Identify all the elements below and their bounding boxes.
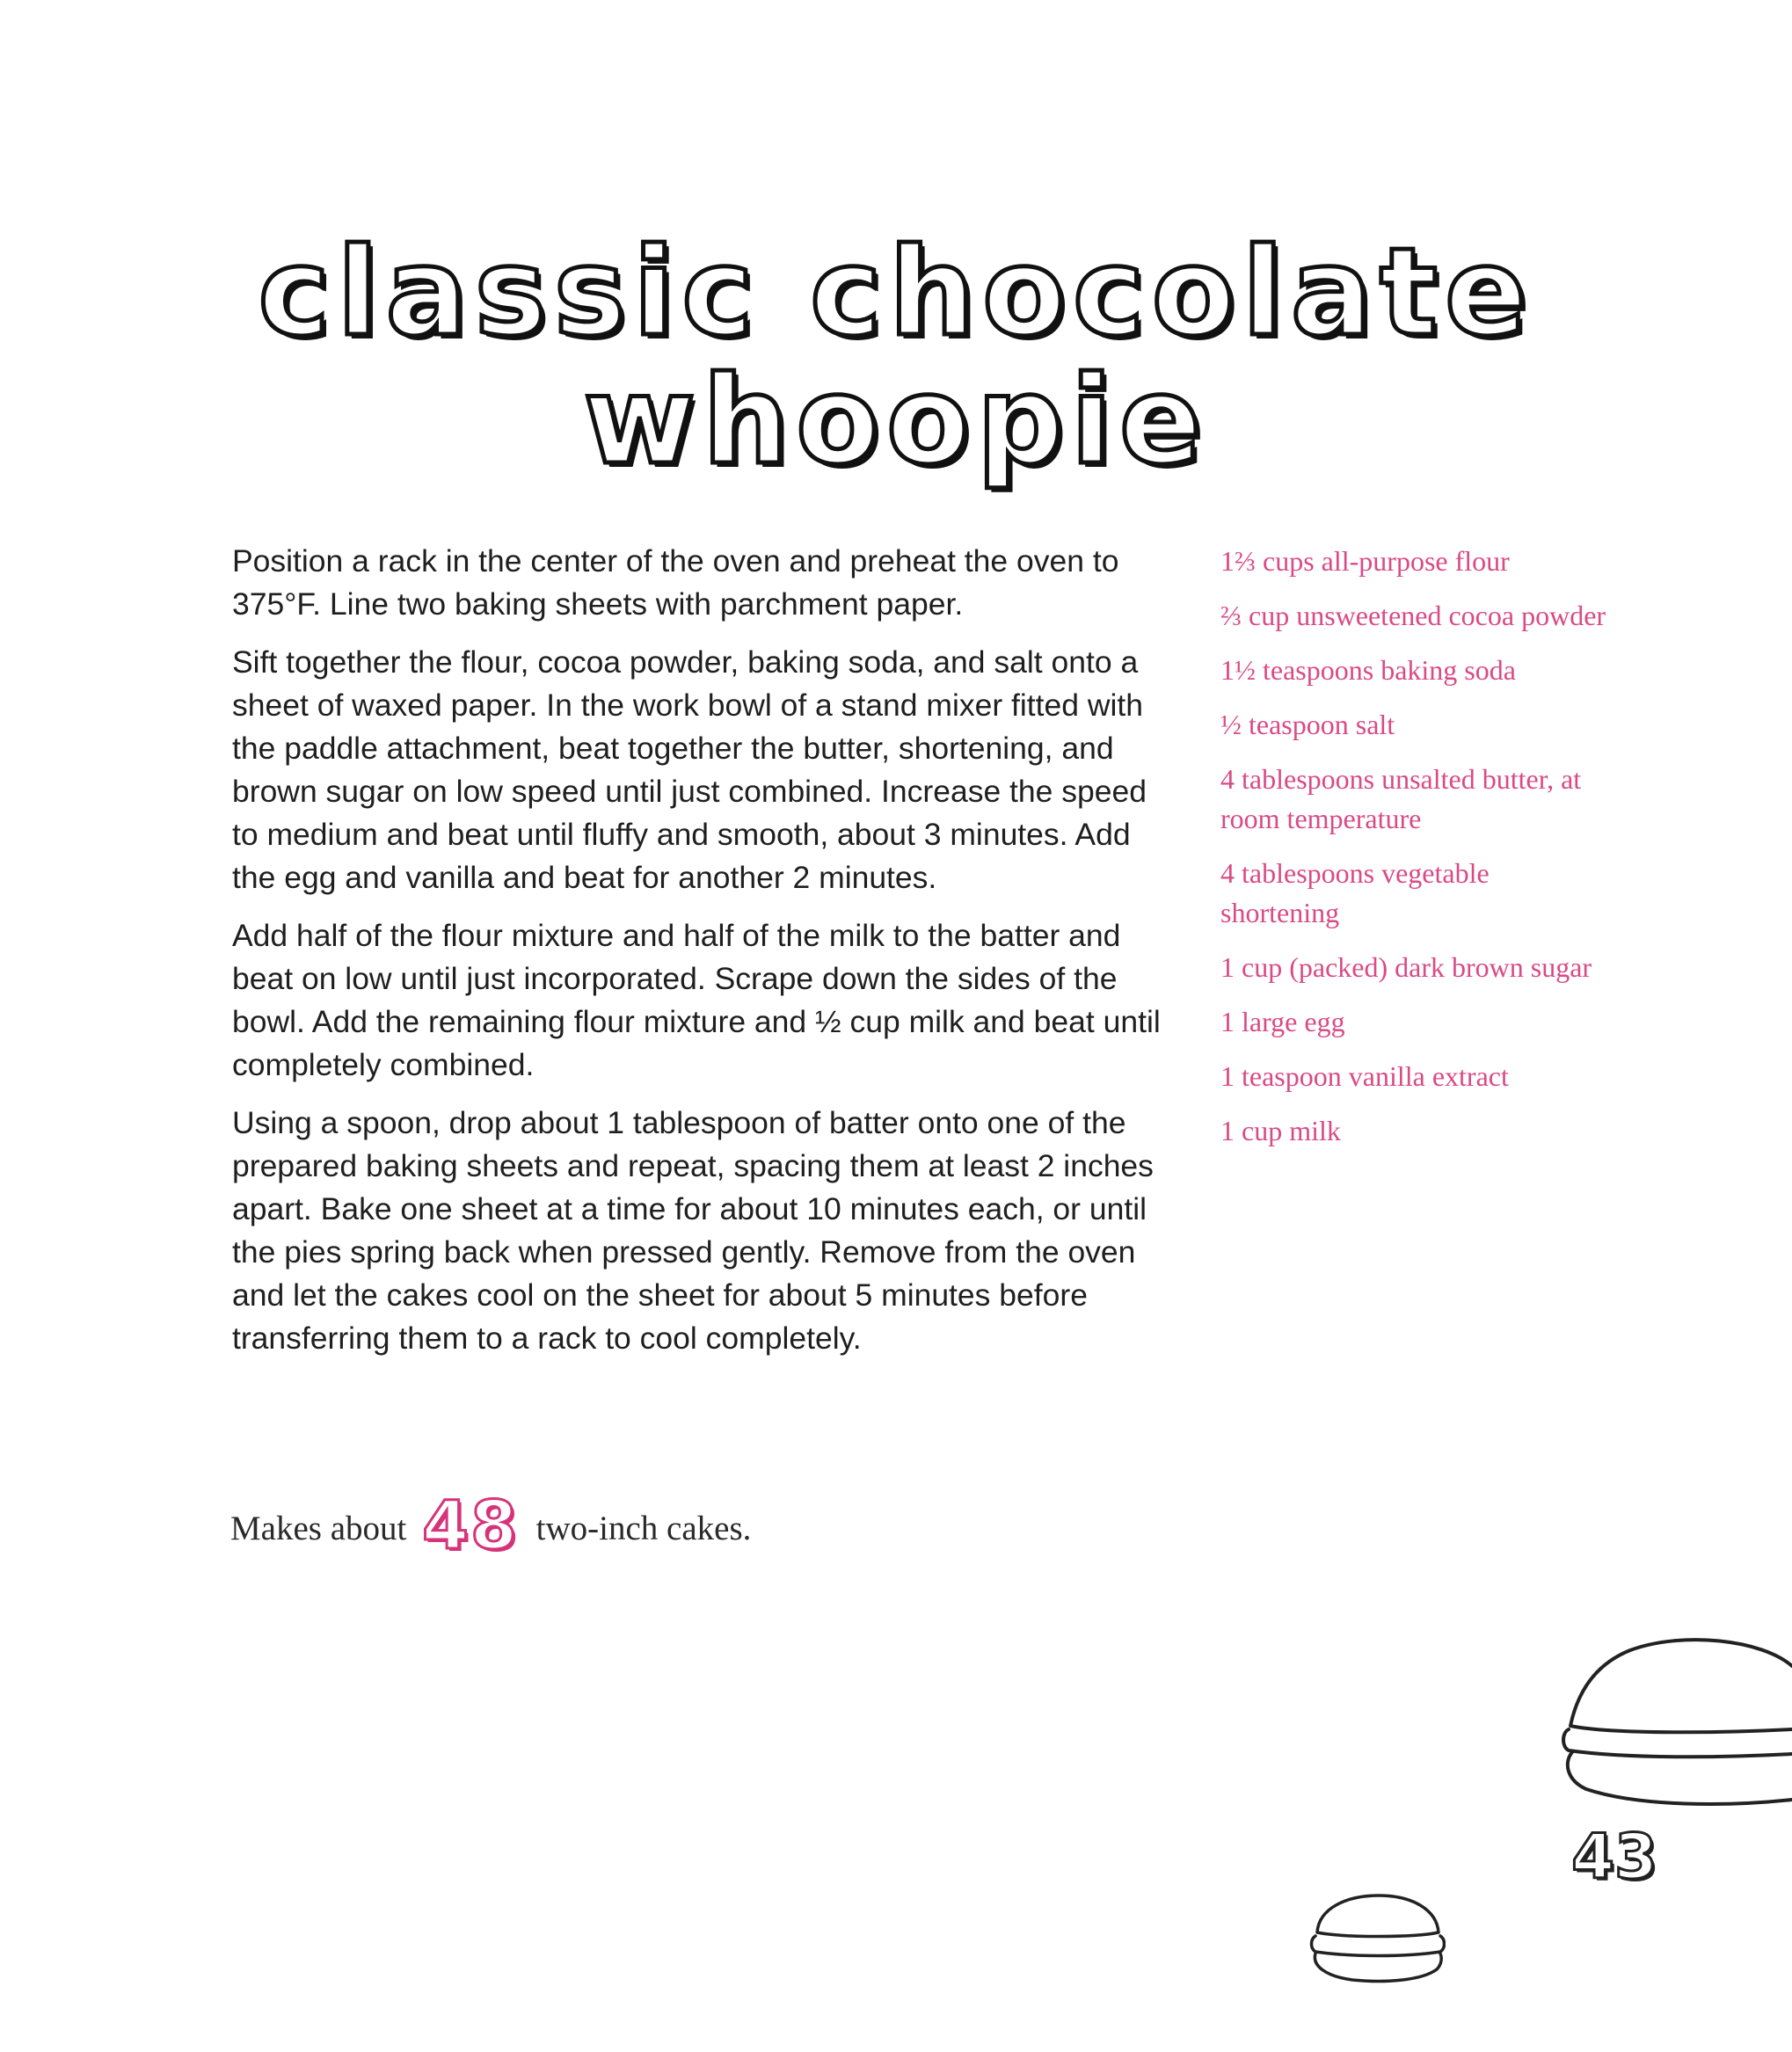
yield-number: 48 (422, 1486, 519, 1564)
ingredient-item: 1 cup milk (1220, 1115, 1341, 1146)
ingredient-item: ⅔ cup unsweetened cocoa powder (1220, 600, 1606, 631)
ingredient-item: 1 teaspoon vanilla extract (1220, 1060, 1509, 1092)
ingredient-item: 1 cup (packed) dark brown sugar (1220, 951, 1592, 983)
ingredient-item: ½ teaspoon salt (1220, 709, 1395, 740)
method-text (232, 540, 1164, 1375)
method-paragraph-4: Using a spoon, drop about 1 tablespoon of batter onto one of the prepared baking sheets and repeat, spacing them at least 2 inches apart. Bake one sheet at a time for about 10 minutes each, or until the pies spring back when pressed gently. Remove from the oven and let the cakes cool on the sheet for about 5 minutes before transferring them to a rack to cool completely. (232, 1105, 1154, 1356)
whoopie-pie-outline-icon (1308, 1890, 1446, 1987)
recipe-title-line-1: classic chocolate (258, 222, 1534, 363)
ingredient-item: 4 tablespoons unsalted butter, at room temperature (1220, 763, 1582, 834)
recipe-title (0, 222, 1792, 491)
ingredient-item: 1 large egg (1220, 1006, 1345, 1037)
ingredient-list (1220, 542, 1607, 1166)
method-paragraph-2: Sift together the flour, cocoa powder, baking soda, and salt onto a sheet of waxed paper. In the work bowl of a stand mixer fitted with the paddle attachment, beat together the butter, shortening, and brown sugar on low speed until just combined. Increase the speed to medium and beat until fluffy and smooth, about 3 minutes. Add the egg and vanilla and beat for another 2 minutes. (232, 644, 1147, 895)
ingredient-item: 1½ teaspoons baking soda (1220, 654, 1516, 686)
method-paragraph-1: Position a rack in the center of the oven and preheat the oven to 375°F. Line two baking sheets with parchment paper. (232, 543, 1119, 622)
whoopie-pie-outline-icon (1560, 1631, 1792, 1824)
page-number: 43 (1571, 1821, 1657, 1893)
ingredient-item: 1⅔ cups all-purpose flour (1220, 545, 1510, 577)
yield-prefix: Makes about (230, 1510, 407, 1547)
ingredient-item: 4 tablespoons vegetable shortening (1220, 857, 1490, 928)
yield-line (230, 1486, 752, 1564)
recipe-title-line-2: whoopie (583, 350, 1209, 491)
method-paragraph-3: Add half of the flour mixture and half of the milk to the batter and beat on low until just incorporated. Scrape down the sides of the bowl. Add the remaining flour mixture and ½ cup milk and beat until completely combined. (232, 918, 1161, 1082)
yield-suffix: two-inch cakes. (535, 1510, 752, 1547)
